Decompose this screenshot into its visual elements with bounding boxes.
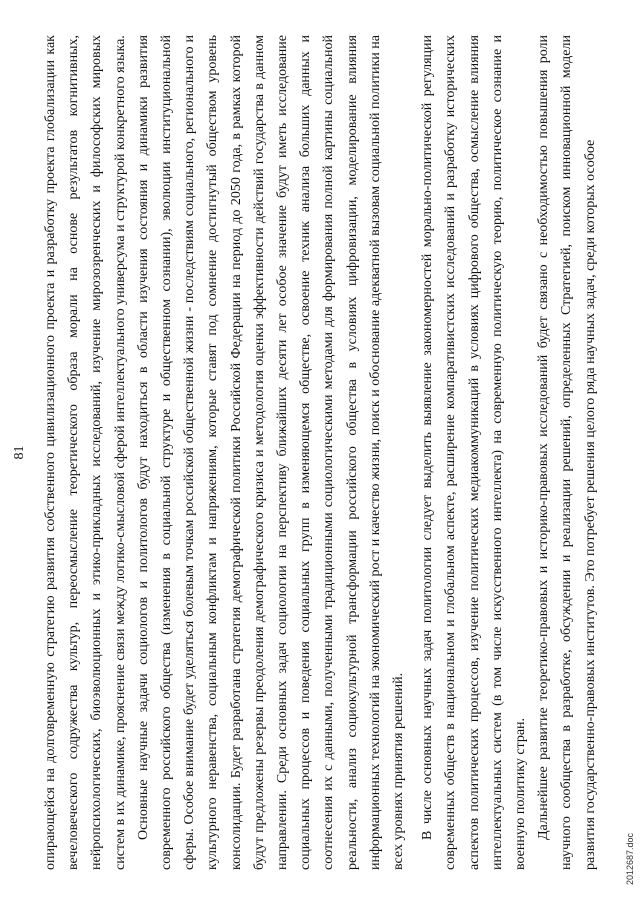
paragraph-continuation: опирающейся на долговременную стратегию развития собственного цивилизационного проекта и разработку проекта глобализации как вечеловеческого содружества культур, переосмысление теоретического образа морали на основе результатов когнитивных, нейропсихологических, биоэволюционных и этико-прикладных исследований, изучение мирозозренческих и философских мировых систем в их динамике, прояснение связи между логико-смысловой сферой интеллектуального универсума и структурой конкретного языка. bbox=[43, 35, 128, 870]
paragraph-political-science: В числе основных научных задач политологии следует выделить выявление закономерностей морально-политической регуляции современных обществ в национальном и глобальном аспекте, расширение компаративистских исследований и разработку исторических аспектов политических процессов, изучение политических медиакоммуникаций в условиях цифрового общества, осмысление влияния интеллектуальных систем (в том числе искусственного интеллекта) на современную политическую теорию, политическое сознание и военную политику стран. bbox=[420, 35, 529, 870]
paragraph-sociology: Основные научные задачи социологов и политологов будут находиться в области изучения состояния и динамики развития современного российского общества (изменения в социальной структуре и общественном сознании), эволюции институциональной сферы. Особое внимание будет уделяться болевым точкам российской общественной жизни - последствиям социального, регионального и культурного неравенства, социальным конфликтам и напряжениям, которые ставят под сомнение достигнутый обществом уровень консолидации. Будет разработана стратегия демографической политики Российской Федерации на период до 2050 года, в рамках которой будут предложены резервы преодоления демографического кризиса и методология оценки эффективности действий государства в данном направлении. Среди основных задач социологии на перспективу ближайших десяти лет особое значение будут иметь исследование социальных процессов и поведения социальных групп в изменяющемся обществе, освоение техник анализа больших данных и соотнесения их с данными, полученными традиционными социологическими методами для формирования полной картины социальной реальности, анализ социокультурной трансформации российского общества в условиях цифровизации, моделирование влияния информационных технологий на экономический рост и качество жизни, поиск и обоснование адекватной вызовам социальной политики на всех уровнях принятия решений. bbox=[135, 35, 407, 870]
footer-file-name: 2012687.doc bbox=[625, 832, 635, 885]
document-body bbox=[39, 35, 602, 870]
paragraph-legal-research: Дальнейшее развитие теоретико-правовых и историко-правовых исследований будет связано с необходимостью повышения роли научного сообщества в разработке, обсуждении и реализации решений, определенных Стратегией, поиском инновационной модели развития государственно-правовых институтов. Это потребует решения целого ряда научных задач, среди которых особое bbox=[536, 35, 598, 870]
page-number: 81 bbox=[12, 445, 27, 460]
